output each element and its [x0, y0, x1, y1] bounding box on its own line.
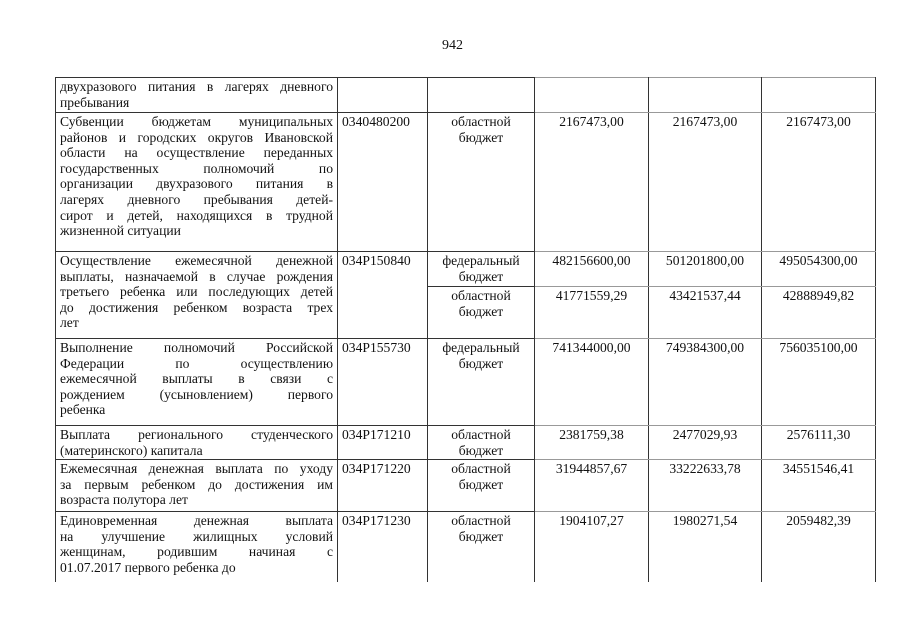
description-line: ребенка: [60, 402, 106, 418]
amount-v1: 41771559,29: [535, 287, 649, 339]
amount-v1: 2167473,00: [535, 113, 649, 252]
description-line: Ежемесячная денежная выплата по уходу: [60, 461, 333, 476]
description-line: (материнского) капитала: [60, 442, 203, 458]
funding-source: областной бюджет: [428, 426, 535, 460]
amount-v1: 2381759,38: [535, 426, 649, 460]
target-code: 034P150840: [338, 252, 428, 339]
description-line: государственных полномочий по: [60, 160, 333, 176]
row-description: [56, 78, 338, 113]
amount-v2: 1980271,54: [649, 512, 762, 582]
target-code: [338, 78, 428, 113]
amount-v2: 2477029,93: [649, 426, 762, 460]
row-description: [56, 512, 338, 582]
row-description: [56, 460, 338, 512]
row-description: [56, 252, 338, 339]
table-row: [56, 460, 876, 512]
description-line: пребывания: [60, 94, 130, 110]
description-line: ежемесячной выплаты в связи с: [60, 371, 333, 387]
funding-source: областной бюджет: [428, 287, 535, 339]
row-description: [56, 426, 338, 460]
description-line: Единовременная денежная выплата: [60, 513, 333, 528]
target-code: 034P171220: [338, 460, 428, 512]
description-line: Выполнение полномочий Российской: [60, 340, 333, 355]
table-row: [56, 252, 876, 287]
description-line: организации двухразового питания в: [60, 176, 333, 192]
funding-source: областной бюджет: [428, 113, 535, 252]
description-line: Выплата регионального студенческого: [60, 427, 333, 442]
amount-v3: 42888949,82: [762, 287, 876, 339]
description-line: 01.07.2017 первого ребенка до: [60, 559, 236, 575]
table-row: [56, 339, 876, 426]
table-row: [56, 78, 876, 113]
amount-v2: [649, 78, 762, 113]
amount-v3: [762, 78, 876, 113]
budget-table: [55, 77, 876, 582]
description-line: за первым ребенком до достижения им: [60, 476, 333, 492]
funding-source: [428, 78, 535, 113]
amount-v2: 2167473,00: [649, 113, 762, 252]
amount-v3: 34551546,41: [762, 460, 876, 512]
description-line: двухразового питания в лагерях дневного: [60, 79, 333, 94]
table-row: [56, 512, 876, 582]
amount-v3: 2059482,39: [762, 512, 876, 582]
description-line: Осуществление ежемесячной денежной: [60, 253, 333, 268]
amount-v3: 495054300,00: [762, 252, 876, 287]
amount-v2: 33222633,78: [649, 460, 762, 512]
description-line: Федерации по осуществлению: [60, 355, 333, 371]
row-description: [56, 113, 338, 252]
description-line: лет: [60, 315, 79, 331]
table-row: [56, 113, 876, 252]
description-line: лагерях дневного пребывания детей-: [60, 191, 333, 207]
description-line: до достижения ребенком возраста трех: [60, 299, 333, 315]
amount-v3: 2167473,00: [762, 113, 876, 252]
description-line: области на осуществление переданных: [60, 145, 333, 161]
description-line: возраста полутора лет: [60, 492, 188, 508]
description-line: выплаты, назначаемой в случае рождения: [60, 268, 333, 284]
description-line: жизненной ситуации: [60, 223, 181, 239]
amount-v1: 482156600,00: [535, 252, 649, 287]
target-code: 034P155730: [338, 339, 428, 426]
description-line: женщинам, родившим начиная с: [60, 544, 333, 560]
amount-v2: 501201800,00: [649, 252, 762, 287]
funding-source: областной бюджет: [428, 460, 535, 512]
amount-v3: 2576111,30: [762, 426, 876, 460]
amount-v1: [535, 78, 649, 113]
funding-source: федеральный бюджет: [428, 339, 535, 426]
description-line: Субвенции бюджетам муниципальных: [60, 114, 333, 129]
table-row: [56, 426, 876, 460]
row-description: [56, 339, 338, 426]
description-line: третьего ребенка или последующих детей: [60, 284, 333, 300]
amount-v1: 741344000,00: [535, 339, 649, 426]
page-number: 942: [442, 38, 463, 53]
target-code: 034P171230: [338, 512, 428, 582]
target-code: 0340480200: [338, 113, 428, 252]
amount-v2: 43421537,44: [649, 287, 762, 339]
description-line: на улучшение жилищных условий: [60, 528, 333, 544]
amount-v1: 31944857,67: [535, 460, 649, 512]
amount-v1: 1904107,27: [535, 512, 649, 582]
target-code: 034P171210: [338, 426, 428, 460]
amount-v2: 749384300,00: [649, 339, 762, 426]
description-line: рождением (усыновлением) первого: [60, 386, 333, 402]
funding-source: федеральный бюджет: [428, 252, 535, 287]
amount-v3: 756035100,00: [762, 339, 876, 426]
description-line: сирот и детей, находящихся в трудной: [60, 207, 333, 223]
description-line: районов и городских округов Ивановской: [60, 129, 333, 145]
funding-source: областной бюджет: [428, 512, 535, 582]
